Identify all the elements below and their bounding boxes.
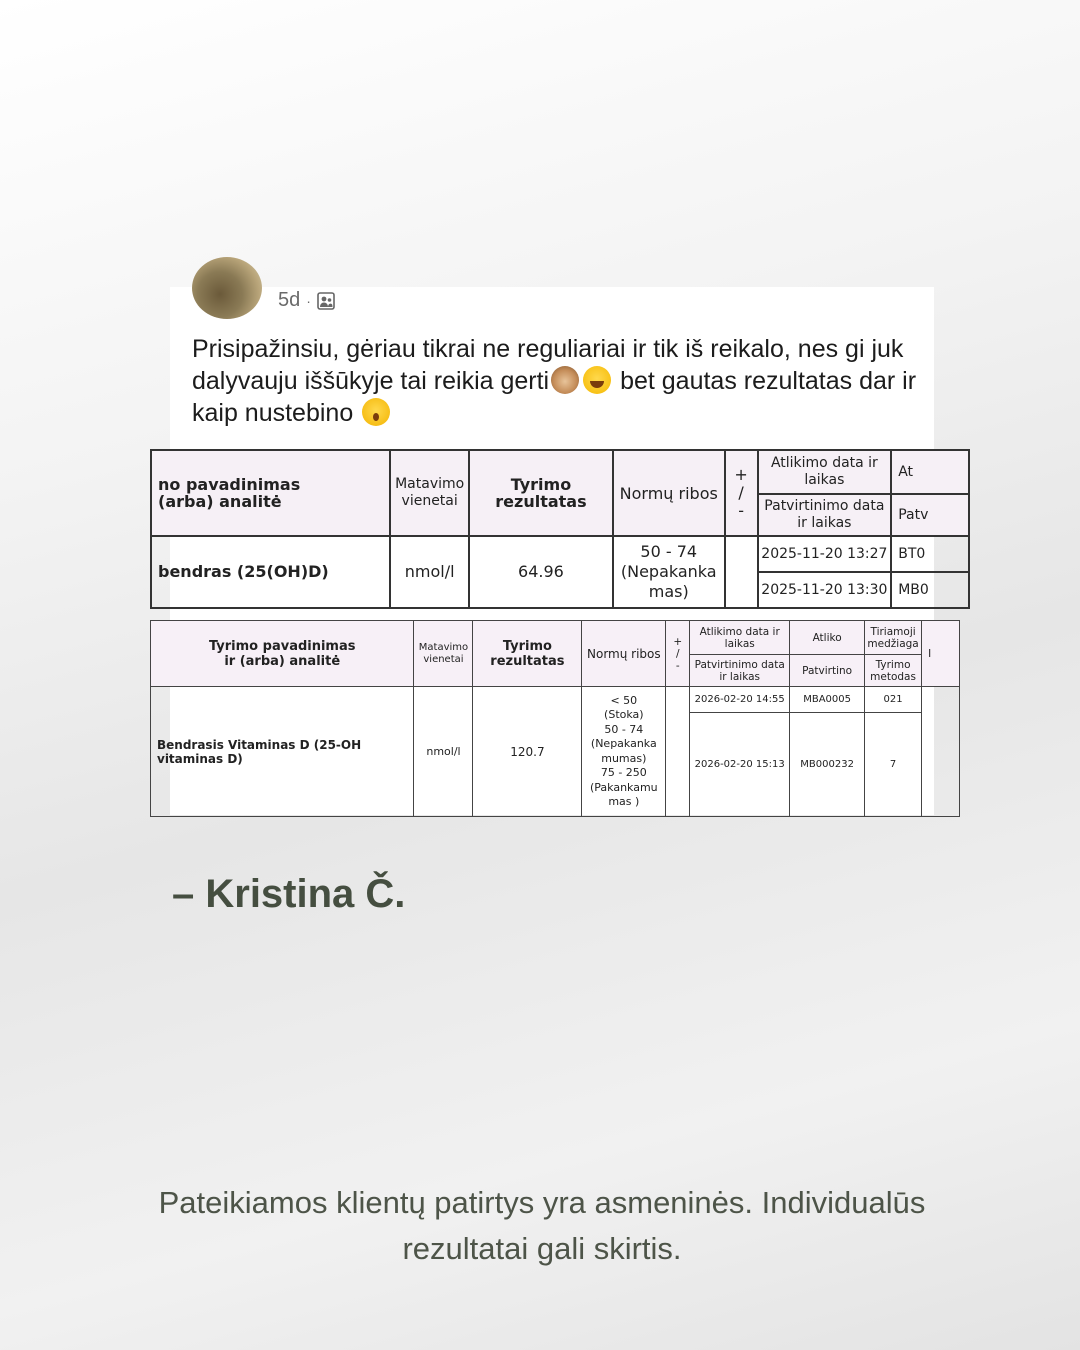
social-post — [170, 287, 934, 447]
t1-row-done-by: BT0 — [891, 536, 969, 572]
t2-row-unit: nmol/l — [414, 687, 473, 817]
t2-row-sign — [666, 687, 690, 817]
t2-header-confirm: Patvirtinimo data ir laikas — [690, 655, 790, 687]
post-text — [192, 333, 932, 429]
lab-results-table-2 — [150, 620, 960, 817]
t2-row-extra — [922, 687, 960, 817]
t2-row-done-by: MBA0005 — [790, 687, 865, 713]
t1-row-name: bendras (25(OH)D) — [151, 536, 390, 608]
t1-row-unit: nmol/l — [390, 536, 469, 608]
t2-header-norm: Normų ribos — [582, 621, 666, 687]
t1-row-norm: 50 - 74 (Nepakanka mas) — [613, 536, 725, 608]
post-meta — [278, 289, 335, 312]
t1-row-confirm: 2025-11-20 13:30 — [758, 572, 892, 608]
screenshot-card — [157, 287, 934, 815]
t1-header-norm: Normų ribos — [613, 450, 725, 536]
post-text-part1: Prisipažinsiu, gėriau tikrai ne reguliariai ir tik iš reikalo, nes gi juk dalyvauju iššūkyje tai reikia gerti — [192, 335, 904, 395]
t1-header-confirm: Patvirtinimo data ir laikas — [758, 494, 892, 536]
t1-header-name: no pavadinimas (arba) analitė — [151, 450, 390, 536]
t2-header-extra: I — [922, 621, 960, 687]
t1-row-confirm-by: MB0 — [891, 572, 969, 608]
t2-header-material: Tiriamoji medžiaga — [865, 621, 922, 655]
meta-separator: · — [306, 292, 311, 309]
t2-header-result: Tyrimo rezultatas — [473, 621, 582, 687]
t2-row-material: 021 — [865, 687, 922, 713]
t1-row-sign — [725, 536, 758, 608]
t2-header-sign: + / - — [666, 621, 690, 687]
user-avatar[interactable] — [192, 257, 262, 319]
t2-row-norm: < 50 (Stoka) 50 - 74 (Nepakanka mumas) 75 - 250 (Pakankamu mas ) — [582, 687, 666, 817]
post-time[interactable]: 5d — [278, 289, 301, 311]
tears-of-joy-icon — [583, 366, 611, 394]
t2-row-result: 120.7 — [473, 687, 582, 817]
t2-row-done: 2026-02-20 14:55 — [690, 687, 790, 713]
t2-row-method: 7 — [865, 713, 922, 817]
t2-row-confirm-by: MB000232 — [790, 713, 865, 817]
astonished-face-icon — [362, 398, 390, 426]
lab-results-table-1 — [150, 449, 970, 609]
testimonial-author: – Kristina Č. — [172, 872, 406, 916]
t1-header-done: Atlikimo data ir laikas — [758, 450, 892, 494]
t1-row-done: 2025-11-20 13:27 — [758, 536, 892, 572]
t2-header-name: Tyrimo pavadinimas ir (arba) analitė — [151, 621, 414, 687]
see-no-evil-monkey-icon — [551, 366, 579, 394]
post-text-part2: bet gautas rezultatas dar ir kaip nustebino — [192, 367, 917, 427]
t2-row-name: Bendrasis Vitaminas D (25-OH vitaminas D) — [151, 687, 414, 817]
t2-row-confirm: 2026-02-20 15:13 — [690, 713, 790, 817]
t2-header-confirm-by: Patvirtino — [790, 655, 865, 687]
t1-header-confirm-by: Patv — [891, 494, 969, 536]
t2-header-done-by: Atliko — [790, 621, 865, 655]
t2-header-method: Tyrimo metodas — [865, 655, 922, 687]
t1-header-done-by: At — [891, 450, 969, 494]
t2-header-unit: Matavimo vienetai — [414, 621, 473, 687]
t1-row-result: 64.96 — [469, 536, 613, 608]
t1-header-result: Tyrimo rezultatas — [469, 450, 613, 536]
t1-header-unit: Matavimo vienetai — [390, 450, 469, 536]
disclaimer-text: Pateikiamos klientų patirtys yra asmeninės. Individualūs rezultatai gali skirtis. — [158, 1185, 926, 1266]
t2-header-done: Atlikimo data ir laikas — [690, 621, 790, 655]
t1-header-sign: + / - — [725, 450, 758, 536]
friends-audience-icon[interactable] — [317, 292, 335, 310]
